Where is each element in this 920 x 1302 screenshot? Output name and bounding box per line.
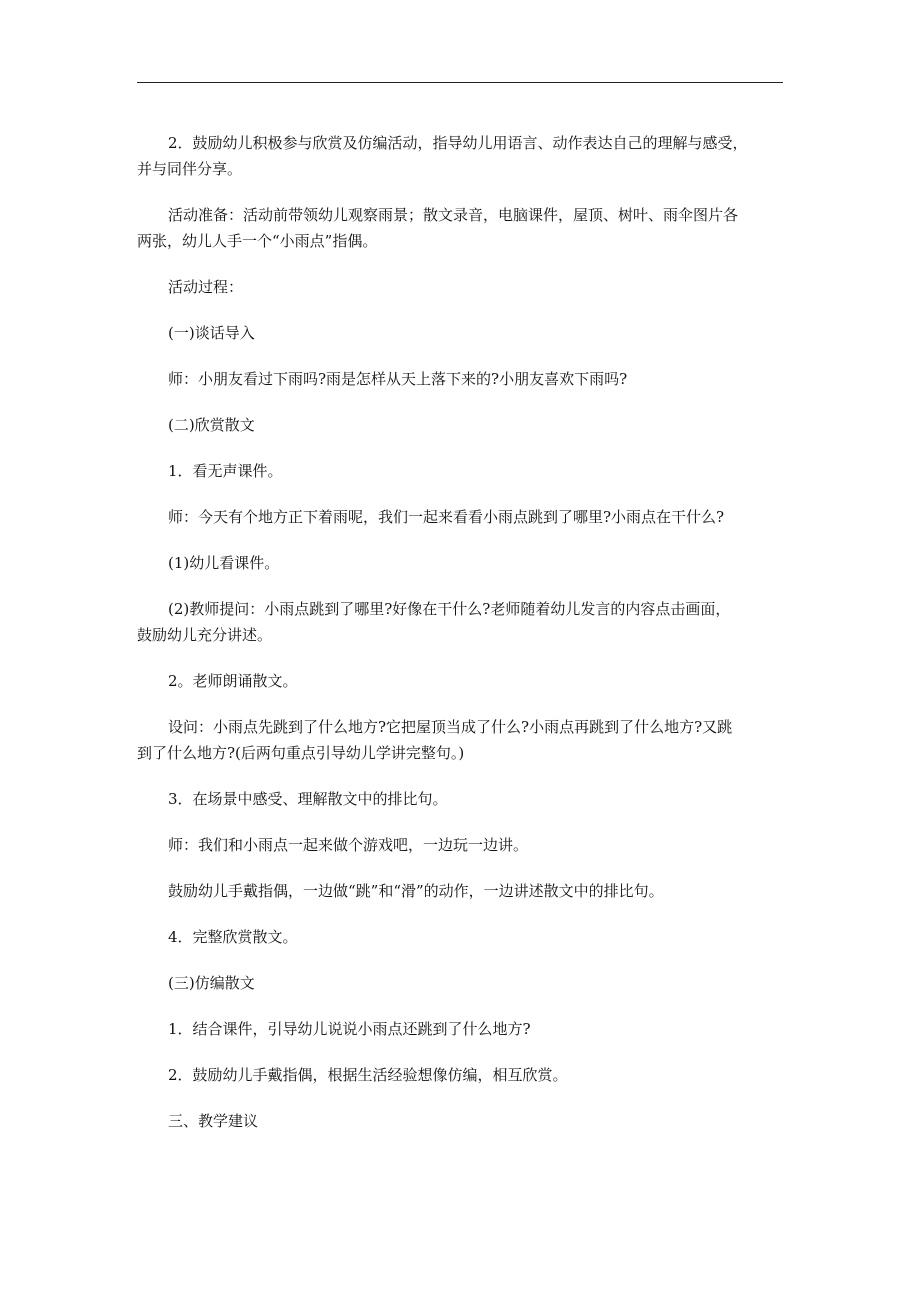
paragraph-line: (二)欣赏散文 — [168, 416, 255, 434]
paragraph — [168, 504, 782, 530]
section-heading — [168, 1108, 782, 1134]
paragraph — [168, 412, 782, 438]
paragraph-line: 1．结合课件，引导幼儿说说小雨点还跳到了什么地方? — [168, 1020, 531, 1038]
paragraph — [168, 924, 782, 950]
paragraph — [137, 202, 782, 254]
paragraph-line: (1)幼儿看课件。 — [168, 554, 280, 572]
document-body — [137, 130, 782, 1154]
paragraph-line: 师：我们和小雨点一起来做个游戏吧，一边玩一边讲。 — [168, 836, 529, 854]
paragraph — [168, 786, 782, 812]
paragraph — [168, 1016, 782, 1042]
paragraph-line: 师：今天有个地方正下着雨呢，我们一起来看看小雨点跳到了哪里?小雨点在干什么? — [168, 508, 725, 526]
header-rule — [137, 82, 783, 83]
paragraph-line: 4．完整欣赏散文。 — [168, 928, 298, 946]
paragraph-line: 两张，幼儿人手一个“小雨点”指偶。 — [137, 232, 378, 250]
paragraph — [168, 878, 782, 904]
paragraph-line: 活动准备：活动前带领幼儿观察雨景；散文录音，电脑课件，屋顶、树叶、雨伞图片各 — [168, 206, 739, 224]
paragraph — [168, 320, 782, 346]
paragraph-line: 到了什么地方?(后两句重点引导幼儿学讲完整句。) — [137, 744, 465, 762]
paragraph-line: 鼓励幼儿手戴指偶，一边做“跳”和“滑”的动作，一边讲述散文中的排比句。 — [168, 882, 664, 900]
paragraph — [168, 274, 782, 300]
paragraph-line: 2．鼓励幼儿手戴指偶，根据生活经验想像仿编，相互欣赏。 — [168, 1066, 568, 1084]
paragraph — [168, 970, 782, 996]
paragraph-line: 2。老师朗诵散文。 — [168, 672, 298, 690]
paragraph-line: 1．看无声课件。 — [168, 462, 283, 480]
paragraph-line: 师：小朋友看过下雨吗?雨是怎样从天上落下来的?小朋友喜欢下雨吗? — [168, 370, 628, 388]
paragraph — [168, 458, 782, 484]
paragraph-line: (三)仿编散文 — [168, 974, 255, 992]
paragraph-line: 三、教学建议 — [168, 1112, 259, 1130]
paragraph-line: 活动过程： — [168, 278, 244, 296]
paragraph — [168, 1062, 782, 1088]
paragraph — [168, 668, 782, 694]
paragraph-line: (2)教师提问：小雨点跳到了哪里?好像在干什么?老师随着幼儿发言的内容点击画面， — [168, 600, 731, 618]
paragraph-line: 3．在场景中感受、理解散文中的排比句。 — [168, 790, 448, 808]
paragraph — [137, 714, 782, 766]
paragraph-line: (一)谈话导入 — [168, 324, 255, 342]
paragraph-line: 设问：小雨点先跳到了什么地方?它把屋顶当成了什么?小雨点再跳到了什么地方?又跳 — [168, 718, 733, 736]
paragraph — [137, 596, 782, 648]
paragraph — [137, 130, 782, 182]
paragraph — [168, 550, 782, 576]
paragraph-line: 并与同伴分享。 — [137, 160, 243, 178]
paragraph-line: 鼓励幼儿充分讲述。 — [137, 626, 273, 644]
paragraph — [168, 366, 782, 392]
paragraph-line: 2．鼓励幼儿积极参与欣赏及仿编活动，指导幼儿用语言、动作表达自己的理解与感受， — [168, 134, 748, 152]
paragraph — [168, 832, 782, 858]
